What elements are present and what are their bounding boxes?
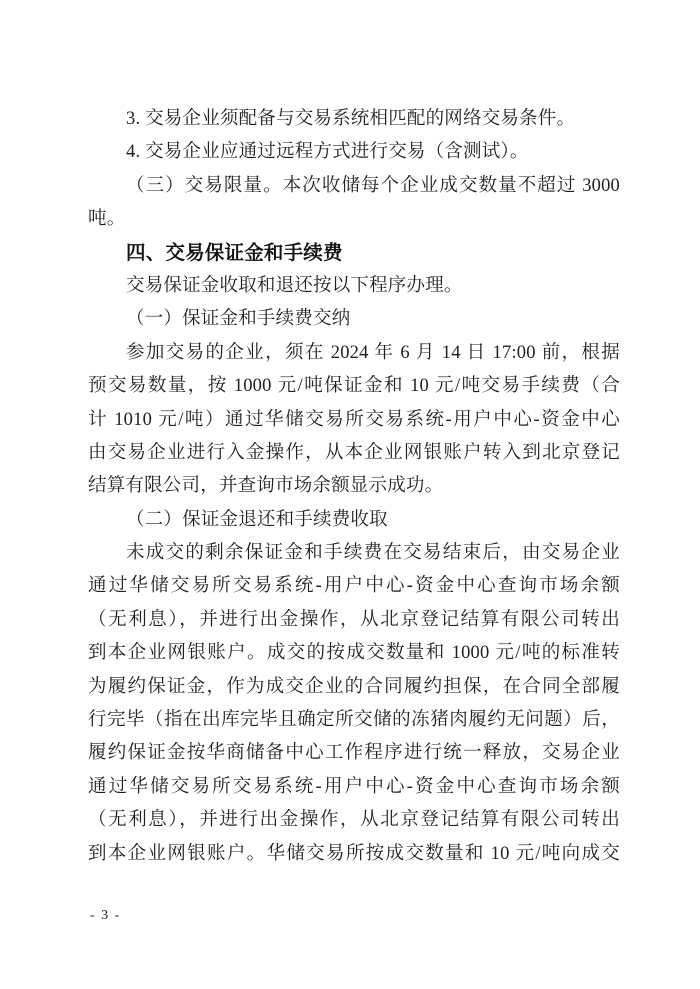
text-line: 到本企业网银账户。成交的按成交数量和 1000 元/吨的标准转 <box>88 643 620 664</box>
text-line: 行完毕（指在出库完毕且确定所交储的冻猪肉履约无问题）后， <box>88 710 620 731</box>
text-line: 未成交的剩余保证金和手续费在交易结束后，由交易企业 <box>126 543 620 564</box>
text-line: 通过华储交易所交易系统-用户中心-资金中心查询市场余额 <box>88 576 620 597</box>
text-line: 交易保证金收取和退还按以下程序办理。 <box>126 275 463 296</box>
text-line: 为履约保证金，作为成交企业的合同履约担保，在合同全部履 <box>88 676 620 697</box>
text-line: （无利息），并进行出金操作，从北京登记结算有限公司转出 <box>88 810 620 831</box>
text-line: 预交易数量，按 1000 元/吨保证金和 10 元/吨交易手续费（合 <box>88 376 620 397</box>
text-line: 履约保证金按华商储备中心工作程序进行统一释放，交易企业 <box>88 743 620 764</box>
text-line: （三）交易限量。本次收储每个企业成交数量不超过 3000 <box>126 175 620 196</box>
text-line: （无利息），并进行出金操作，从北京登记结算有限公司转出 <box>88 609 620 630</box>
text-line: （二）保证金退还和手续费收取 <box>126 509 388 530</box>
text-line: 结算有限公司，并查询市场余额显示成功。 <box>88 476 444 497</box>
section-heading: 四、交易保证金和手续费 <box>126 241 343 264</box>
text-line: 4. 交易企业应通过远程方式进行交易（含测试）。 <box>126 142 529 163</box>
text-line: 3. 交易企业须配备与交易系统相匹配的网络交易条件。 <box>126 109 576 129</box>
text-line: 计 1010 元/吨）通过华储交易所交易系统-用户中心-资金中心 <box>88 409 620 430</box>
text-line: 通过华储交易所交易系统-用户中心-资金中心查询市场余额 <box>88 776 620 797</box>
document-body <box>88 103 620 871</box>
text-line: （一）保证金和手续费交纳 <box>126 309 351 330</box>
text-line: 吨。 <box>88 209 126 230</box>
text-line: 到本企业网银账户。华储交易所按成交数量和 10 元/吨向成交 <box>88 843 620 864</box>
text-line: 由交易企业进行入金操作，从本企业网银账户转入到北京登记 <box>88 442 620 463</box>
text-line: 参加交易的企业，须在 2024 年 6 月 14 日 17:00 前，根据 <box>126 342 620 363</box>
page-number: - 3 - <box>90 908 121 923</box>
